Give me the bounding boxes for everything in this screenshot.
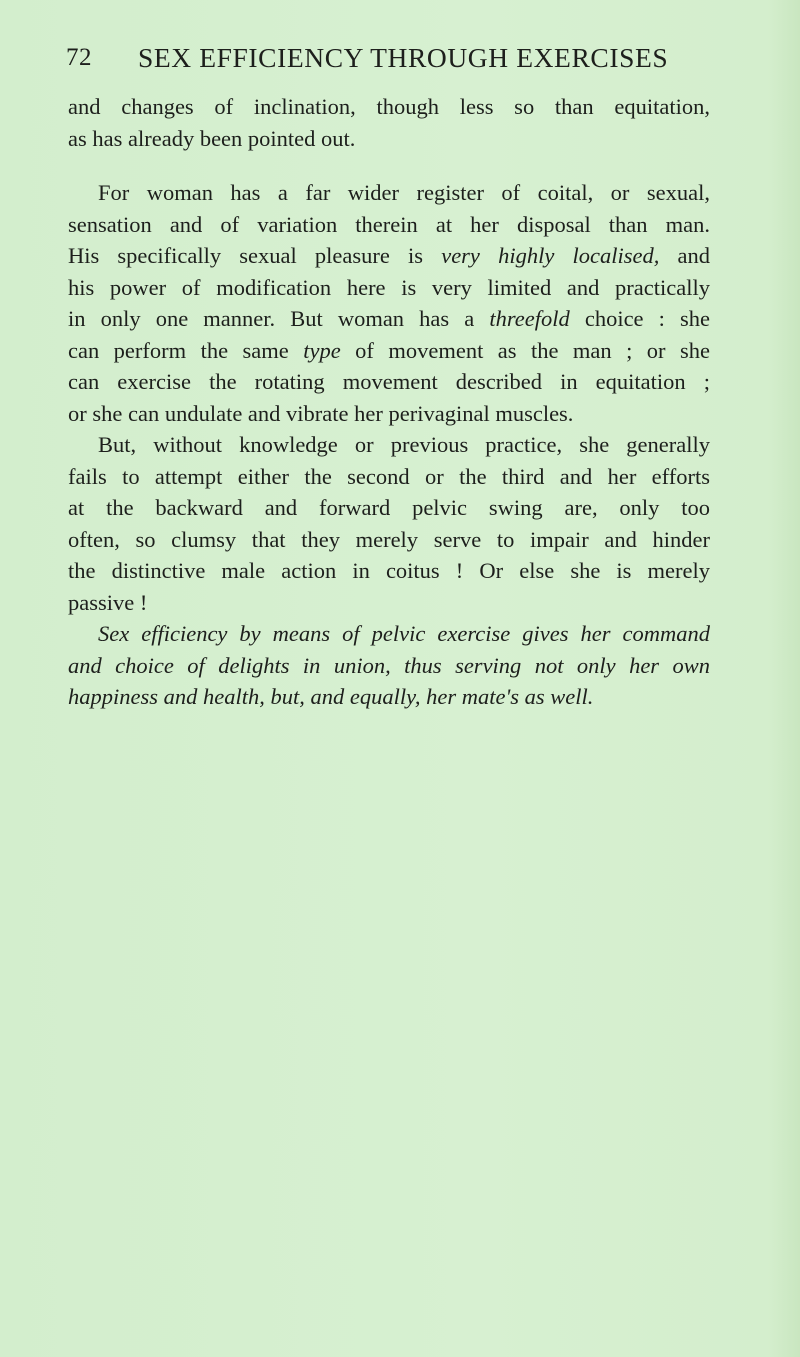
text-line: For woman has a far wider register of coital, or sexual, [98,180,710,205]
text-line: as has already been pointed out. [68,125,356,151]
text-line: But, without knowledge or previous practice, she generally [98,432,710,457]
page-header [66,38,706,82]
text-run: His specifically sexual pleasure is [68,243,442,268]
text-line: sensation and of variation therein at her disposal than man. [68,211,710,237]
paragraph-1 [68,91,710,154]
text-line: happiness and health, but, and equally, her mate's as well. [68,684,594,709]
text-line: Sex efficiency by means of pelvic exercise gives her command [98,621,710,646]
text-line: or she can undulate and vibrate her perivaginal muscles. [68,400,574,426]
text-line: and choice of delights in union, thus serving not only her own [68,652,710,678]
text-run: and [659,243,710,268]
emphasis: threefold [489,306,570,331]
emphasis: type [303,337,341,363]
body-text [68,91,710,713]
text-line [68,303,710,335]
paragraph-3 [68,429,710,618]
text-run: in only one manner. But woman has a [68,306,490,331]
text-line: his power of modification here is very limited and practically [68,274,710,300]
text-run: can perform the same [68,337,304,363]
text-line: fails to attempt either the second or the third and her efforts [68,463,710,489]
paragraph-4 [68,618,710,713]
page-number: 72 [66,44,92,71]
text-line [68,240,710,272]
text-line: the distinctive male action in coitus ! Or else she is merely [68,558,710,583]
text-line: often, so clumsy that they merely serve to impair and hinder [68,526,710,552]
text-line: can exercise the rotating movement described in equitation ; [68,369,710,394]
text-line: passive ! [68,589,148,615]
text-line [68,335,710,367]
text-line: at the backward and forward pelvic swing are, only too [68,495,710,520]
text-line: and changes of inclination, though less so than equitation, [68,94,710,119]
emphasis: very highly localised, [441,243,660,268]
paragraph-2 [68,177,710,429]
running-head: SEX EFFICIENCY THROUGH EXERCISES [138,42,669,73]
text-run: of movement as the man ; or she [340,337,710,363]
text-run: choice : she [569,306,710,331]
